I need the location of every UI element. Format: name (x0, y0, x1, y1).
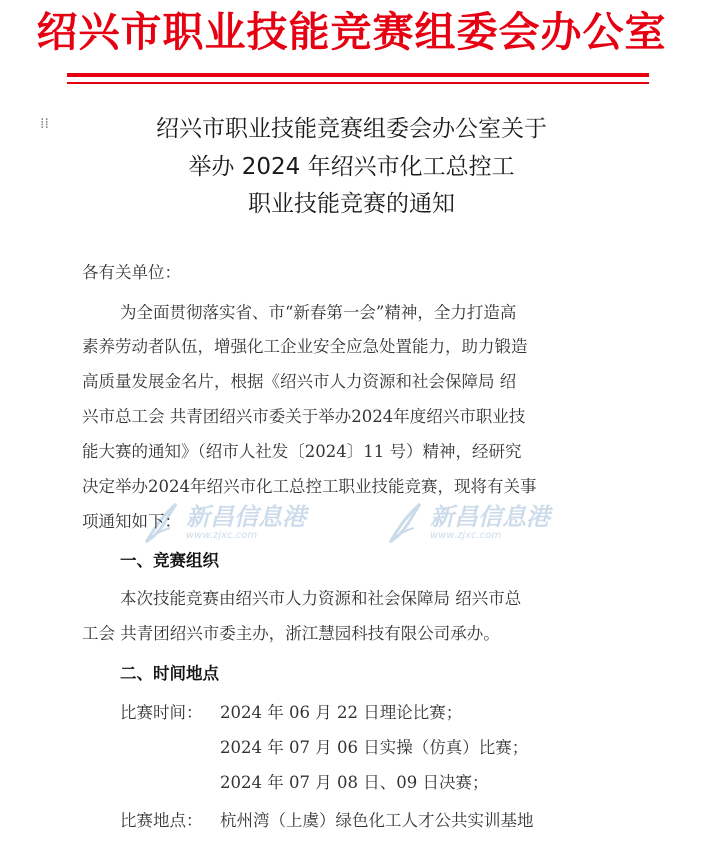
watermark-brand: 新昌信息港 (186, 503, 306, 531)
feather-logo-icon (384, 500, 426, 546)
drag-handle-icon[interactable]: ⁞⁞ (40, 116, 49, 132)
watermark-url: www.zjxc.com (186, 530, 258, 541)
masthead-title: 绍兴市职业技能竞赛组委会办公室 (36, 8, 667, 56)
schedule-time-label: 比赛时间： (120, 703, 203, 722)
paragraph-line: 兴市总工会 共青团绍兴市委关于举办2024年度绍兴市职业技 (82, 407, 526, 426)
watermark (384, 500, 550, 546)
watermark-brand: 新昌信息港 (430, 503, 550, 531)
section-heading-time-place: 二、时间地点 (120, 664, 219, 683)
paragraph-line: 为全面贯彻落实省、市“新春第一会”精神，全力打造高 (120, 303, 517, 322)
paragraph-line: 工会 共青团绍兴市委主办，浙江慧园科技有限公司承办。 (82, 624, 500, 643)
paragraph-line: 能大赛的通知》（绍市人社发〔2024〕11 号）精神，经研究 (82, 442, 522, 461)
watermark-url: www.zjxc.com (430, 530, 502, 541)
notice-title-line-1: 绍兴市职业技能竞赛组委会办公室关于 (156, 116, 547, 142)
salutation: 各有关单位： (82, 263, 181, 282)
schedule-time-theory: 2024 年 06 月 22 日理论比赛； (220, 703, 463, 722)
section-heading-organization: 一、竞赛组织 (120, 551, 219, 570)
masthead-rule-thick (67, 73, 649, 77)
schedule-place-label: 比赛地点： (120, 811, 203, 830)
paragraph-line: 项通知如下： (82, 512, 181, 531)
notice-title-line-3: 职业技能竞赛的通知 (248, 191, 455, 217)
schedule-time-final: 2024 年 07 月 08 日、09 日决赛； (220, 773, 489, 792)
paragraph-line: 素养劳动者队伍，增强化工企业安全应急处置能力，助力锻造 (82, 337, 528, 356)
schedule-time-practical: 2024 年 07 月 06 日实操（仿真）比赛； (220, 738, 529, 757)
paragraph-line: 决定举办2024年绍兴市化工总控工职业技能竞赛，现将有关事 (82, 477, 537, 496)
paragraph-line: 本次技能竞赛由绍兴市人力资源和社会保障局 绍兴市总 (120, 589, 522, 608)
masthead-rule-thin (67, 82, 649, 84)
schedule-place-value: 杭州湾（上虞）绿色化工人才公共实训基地 (220, 811, 534, 830)
paragraph-line: 高质量发展金名片，根据《绍兴市人力资源和社会保障局 绍 (82, 372, 517, 391)
notice-title-line-2: 举办 2024 年绍兴市化工总控工 (188, 154, 515, 180)
